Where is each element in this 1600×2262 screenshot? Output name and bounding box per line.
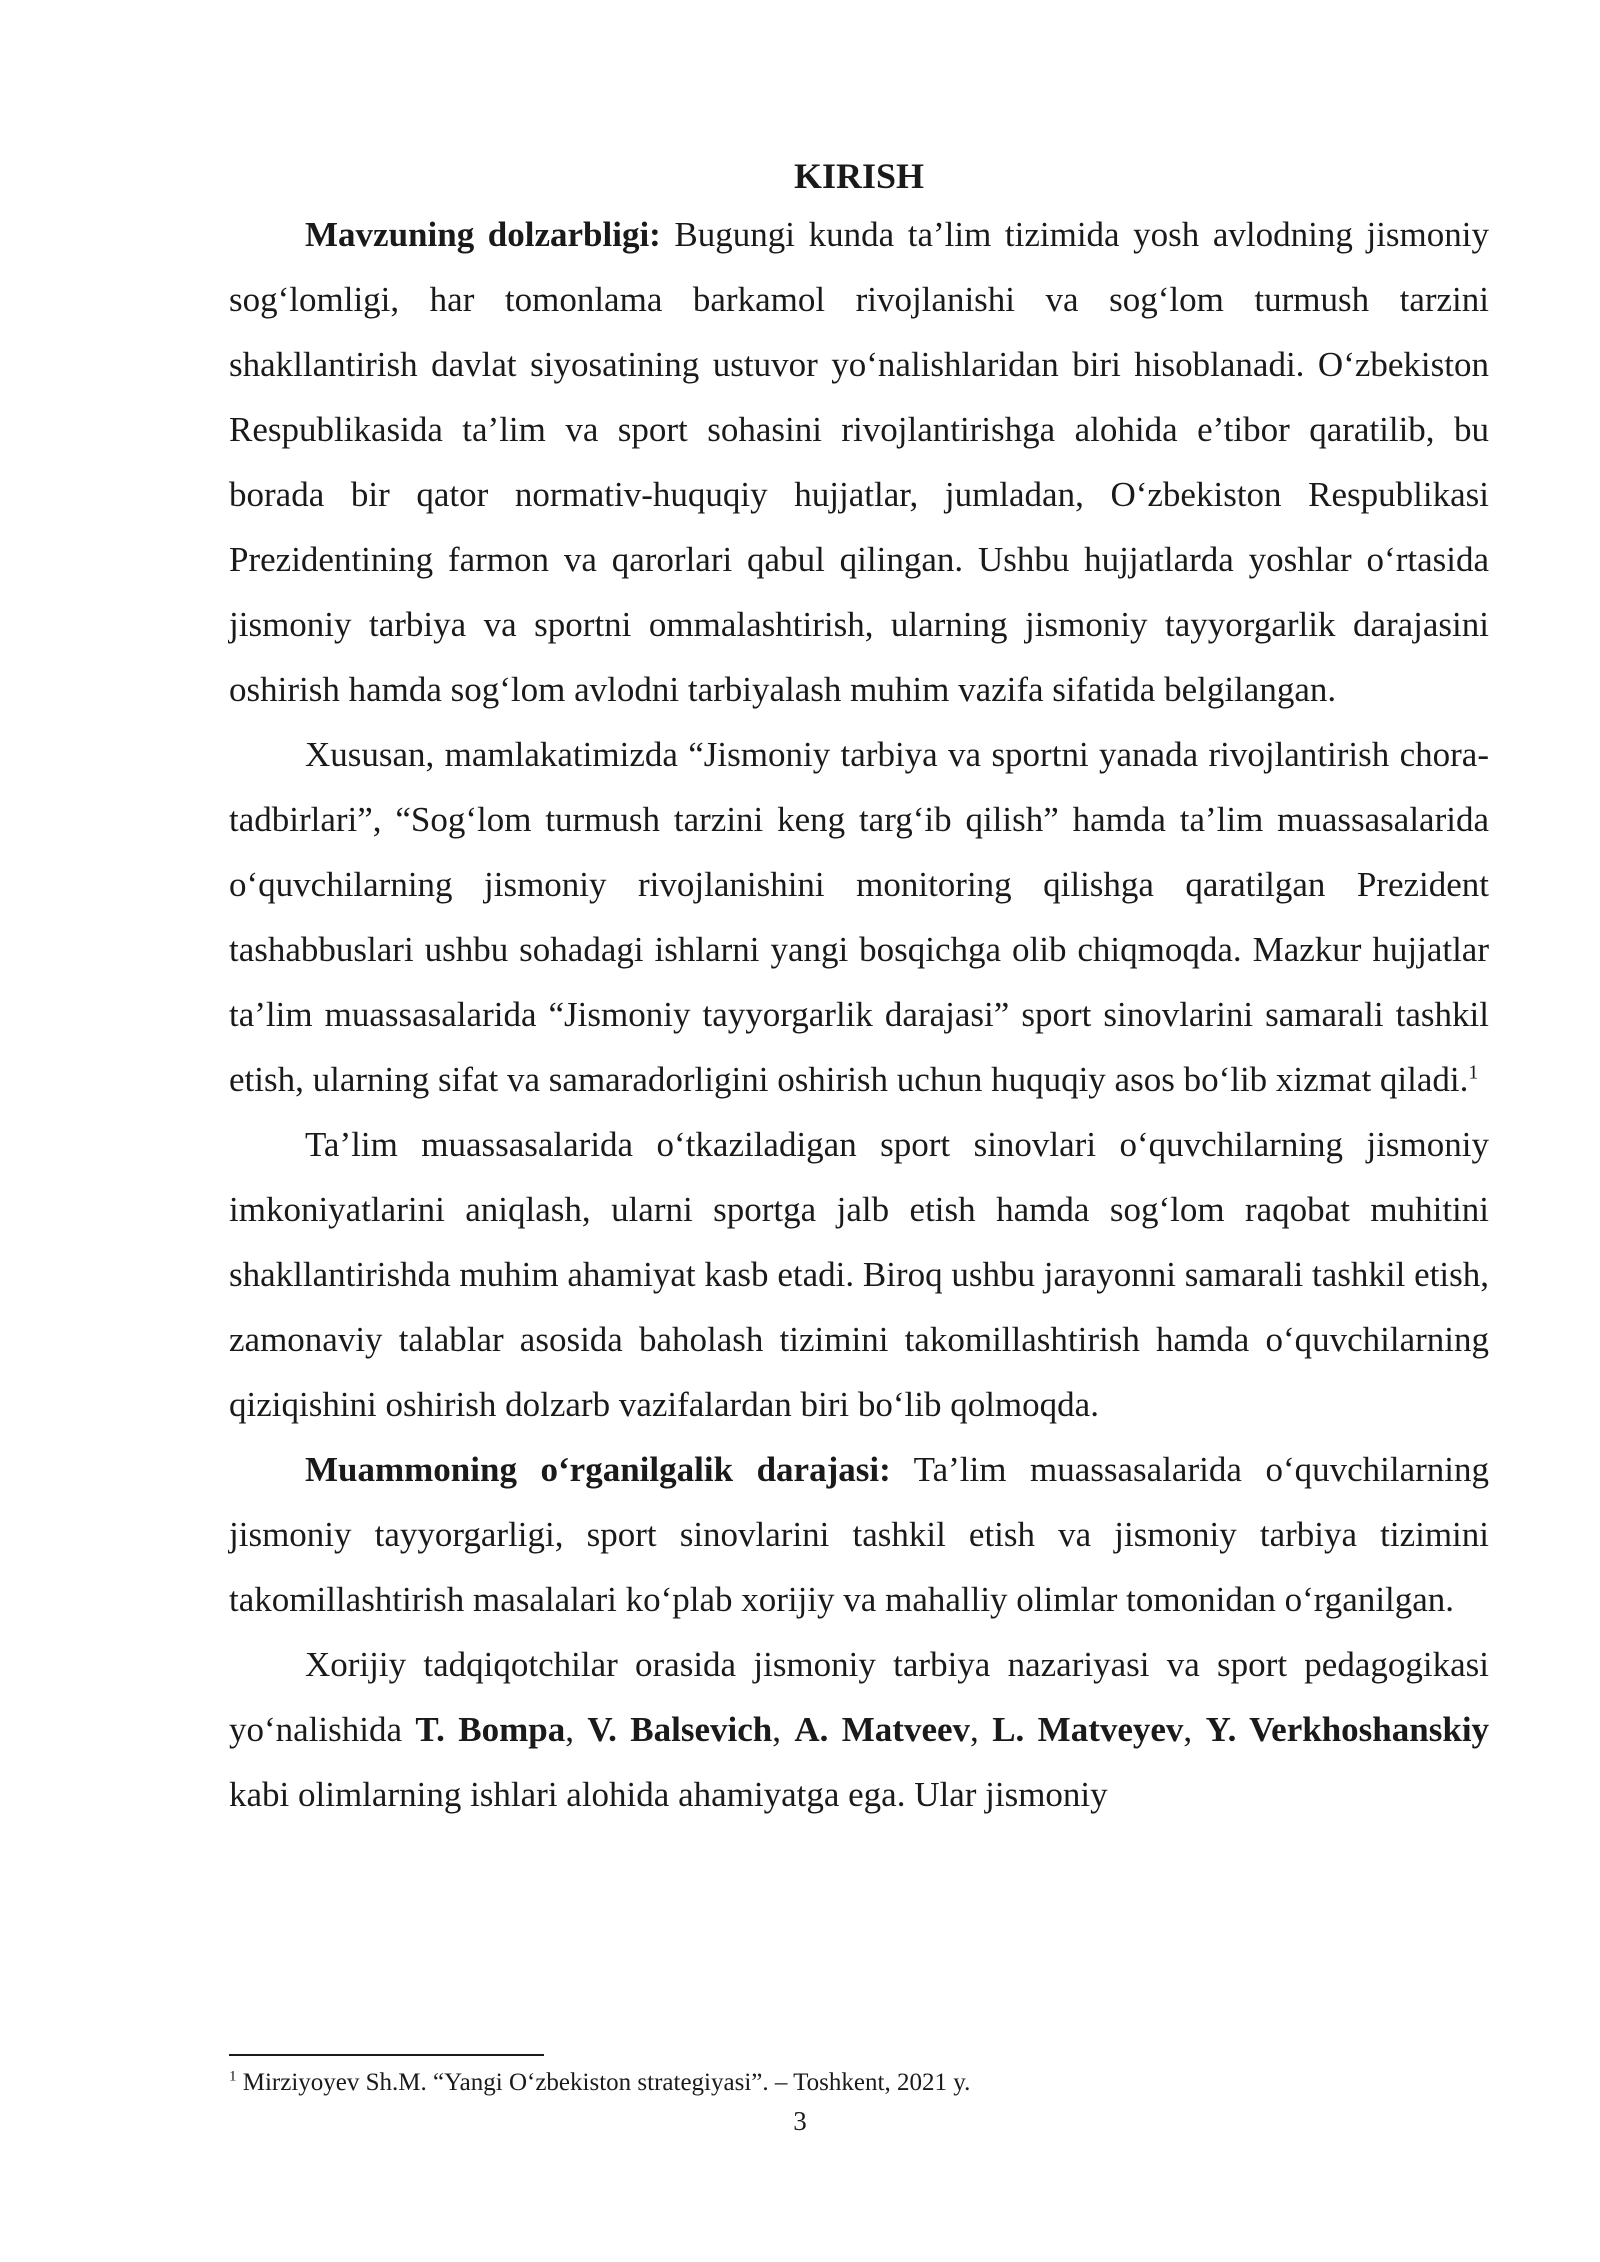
name-separator: , — [1183, 1710, 1206, 1749]
paragraph-sport-tests — [229, 1112, 1489, 1437]
name-separator: , — [565, 1710, 588, 1749]
name-separator: , — [970, 1710, 993, 1749]
paragraph-research-degree — [229, 1437, 1489, 1632]
footnote-text: Mirziyoyev Sh.M. “Yangi O‘zbekiston strategiyasi”. – Toshkent, 2021 y. — [236, 2069, 971, 2096]
paragraph-text: Xorijiy tadqiqotchilar orasida jismoniy tarbiya nazariyasi va sport pedagogikasi yo‘nalishida — [229, 1645, 1489, 1749]
paragraph-legislation — [229, 722, 1489, 1112]
paragraph-text: kabi olimlarning ishlari alohida ahamiyatga ega. Ular jismoniy — [229, 1775, 1108, 1814]
researcher-name: V. Balsevich — [587, 1710, 773, 1749]
paragraph-text: Bugungi kunda ta’lim tizimida yosh avlodning jismoniy sog‘lomligi, har tomonlama barkamol rivojlanishi va sog‘lom turmush tarzini shakllantirish davlat siyosatining ustuvor yo‘nalishlaridan biri hisoblanadi. O‘zbekiston Respublikasida ta’lim va sport sohasini rivojlantirishga alohida e’tibor qaratilib, bu borada bir qator normativ-huquqiy hujjatlar, jumladan, O‘zbekiston Respublikasi Prezidentining farmon va qarorlari qabul qilingan. Ushbu hujjatlarda yoshlar o‘rtasida jismoniy tarbiya va sportni ommalashtirish, ularning jismoniy tayyorgarlik darajasini oshirish hamda sog‘lom avlodni tarbiyalash muhim vazifa sifatida belgilangan. — [229, 215, 1489, 709]
name-separator: , — [772, 1710, 795, 1749]
paragraph-text: Ta’lim muassasalarida o‘quvchilarning jismoniy tayyorgarligi, sport sinovlarini tashkil etish va jismoniy tarbiya tizimini takomillashtirish masalalari ko‘plab xorijiy va mahalliy olimlar tomonidan o‘rganilgan. — [229, 1450, 1489, 1619]
researcher-name: T. Bompa — [415, 1710, 566, 1749]
researcher-name: L. Matveyev — [992, 1710, 1184, 1749]
paragraph-label: Muammoning o‘rganilgalik darajasi: — [305, 1450, 891, 1489]
paragraph-foreign-researchers — [229, 1632, 1489, 1827]
footnote-number: 1 — [229, 2068, 237, 2085]
footnote-reference[interactable]: 1 — [1468, 1061, 1479, 1084]
footnote — [229, 2066, 1489, 2100]
researcher-name: Y. Verkhoshanskiy — [1205, 1710, 1490, 1749]
paragraph-text: Xususan, mamlakatimizda “Jismoniy tarbiya va sportni yanada rivojlantirish chora-tadbirlari”, “Sog‘lom turmush tarzini keng targ‘ib qilish” hamda ta’lim muassasalarida o‘quvchilarning jismoniy rivojlanishini monitoring qilishga qaratilgan Prezident tashabbuslari ushbu sohadagi ishlarni yangi bosqichga olib chiqmoqda. Mazkur hujjatlar ta’lim muassasalarida “Jismoniy tayyorgarlik darajasi” sport sinovlarini samarali tashkil etish, ularning sifat va samaradorligini oshirish uchun huquqiy asos bo‘lib xizmat qiladi. — [229, 735, 1489, 1099]
section-title: KIRISH — [793, 156, 925, 196]
document-page — [229, 150, 1489, 1827]
researcher-name: A. Matveev — [794, 1710, 971, 1749]
paragraph-relevance — [229, 202, 1489, 722]
footnote-divider — [229, 2054, 544, 2056]
paragraph-text: Ta’lim muassasalarida o‘tkaziladigan sport sinovlari o‘quvchilarning jismoniy imkoniyatlarini aniqlash, ularni sportga jalb etish hamda sog‘lom raqobat muhitini shakllantirishda muhim ahamiyat kasb etadi. Biroq ushbu jarayonni samarali tashkil etish, zamonaviy talablar asosida baholash tizimini takomillashtirish hamda o‘quvchilarning qiziqishini oshirish dolzarb vazifalardan biri bo‘lib qolmoqda. — [229, 1125, 1489, 1424]
page-number: 3 — [793, 2106, 807, 2136]
paragraph-label: Mavzuning dolzarbligi: — [305, 215, 661, 254]
